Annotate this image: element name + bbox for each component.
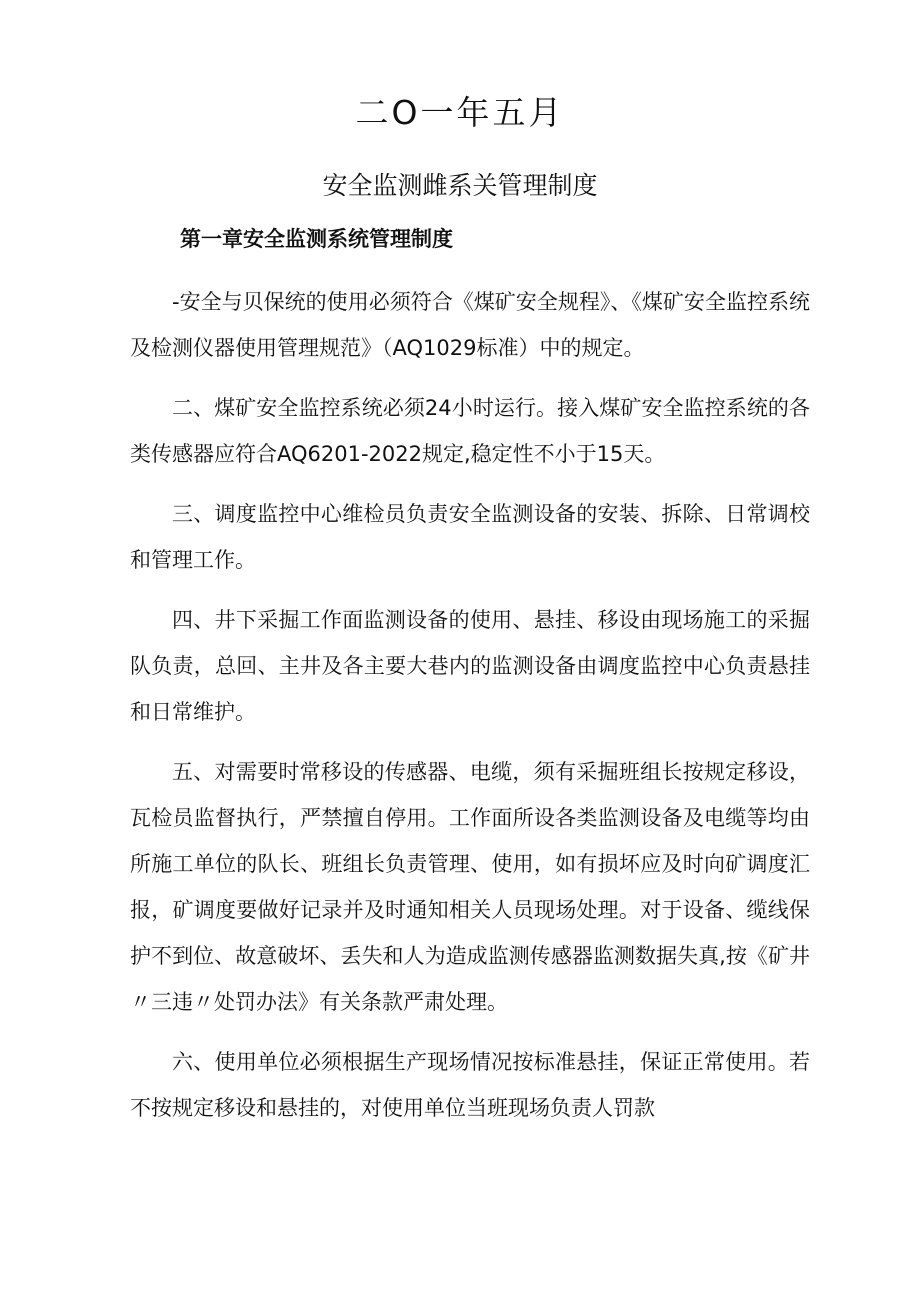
- paragraph-1: -安全与贝保统的使用必须符合《煤矿安全规程》、《煤矿安全监控系统及检测仪器使用管理规范》（AQ1029标准）中的规定。: [130, 290, 810, 360]
- document-date: 二O一年五月: [355, 93, 565, 132]
- paragraph-5: 五、对需要时常移设的传感器、电缆，须有采掘班组长按规定移设，瓦检员监督执行，严禁擅自停用。工作面所设各类监测设备及电缆等均由所施工单位的队长、班组长负责管理、使用，如有损坏应及时向矿调度汇报，矿调度要做好记录并及时通知相关人员现场处理。对于设备、缆线保护不到位、故意破坏、丢失和人为造成监测传感器监测数据失真,按《矿井〃三违〃处罚办法》有关条款严肃处理。: [130, 760, 810, 1014]
- paragraph-4: 四、井下采掘工作面监测设备的使用、悬挂、移设由现场施工的采掘队负责，总回、主井及各主要大巷内的监测设备由调度监控中心负责悬挂和日常维护。: [130, 608, 810, 724]
- paragraph-2: 二、煤矿安全监控系统必须24小时运行。接入煤矿安全监控系统的各类传感器应符合AQ6201-2022规定,稳定性不小于15天。: [130, 396, 810, 466]
- document-title: 安全监测雌系关管理制度: [322, 171, 598, 200]
- document-body: [130, 279, 810, 1145]
- paragraph-6: 六、使用单位必须根据生产现场情况按标准悬挂，保证正常使用。若不按规定移设和悬挂的，对使用单位当班现场负责人罚款: [130, 1050, 810, 1120]
- chapter-heading: 第一章安全监测系统管理制度: [180, 227, 453, 251]
- paragraph-3: 三、调度监控中心维检员负责安全监测设备的安装、拆除、日常调校和管理工作。: [130, 502, 810, 572]
